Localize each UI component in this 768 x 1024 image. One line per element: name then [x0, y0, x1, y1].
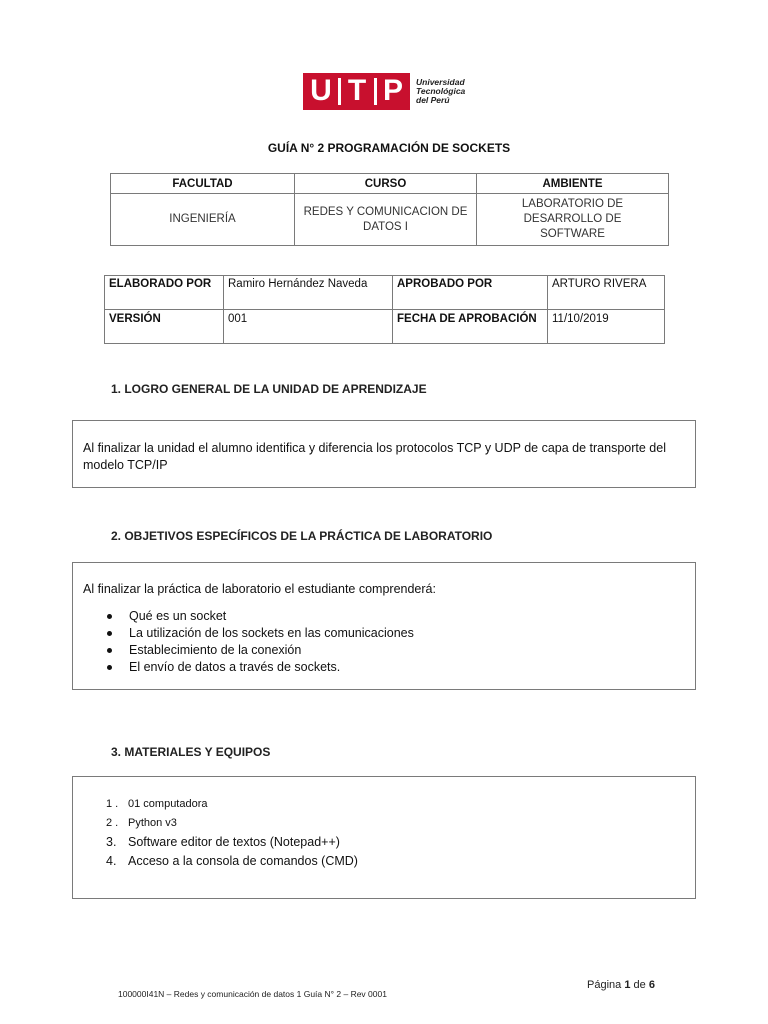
bullet-icon [107, 631, 112, 636]
logo-text-line: Tecnológica [416, 86, 466, 96]
table-row [111, 194, 669, 246]
label-aprobado: APROBADO POR [393, 276, 548, 310]
list-item: La utilización de los sockets en las comunicaciones [103, 625, 414, 642]
value-version: 001 [224, 310, 393, 344]
table-header-row [111, 174, 669, 194]
list-item: 1 . 01 computadora [106, 798, 208, 810]
header-curso: CURSO [295, 174, 477, 194]
document-meta-table [104, 275, 665, 344]
cell-curso: REDES Y COMUNICACION DE DATOS I [295, 194, 477, 246]
section-heading-3: 3. MATERIALES Y EQUIPOS [111, 745, 271, 759]
course-info-table [110, 173, 669, 246]
list-item: El envío de datos a través de sockets. [103, 659, 414, 676]
value-elaborado: Ramiro Hernández Naveda [224, 276, 393, 310]
logo-letter-u: U [310, 74, 332, 107]
header-facultad: FACULTAD [111, 174, 295, 194]
logo-separator [374, 78, 377, 105]
current-page: 1 [624, 979, 631, 991]
list-item: 4. Acceso a la consola de comandos (CMD) [106, 854, 358, 868]
utp-logo-mark [303, 73, 410, 110]
section-2-box [72, 562, 696, 690]
bullet-icon [107, 648, 112, 653]
materials-list [106, 795, 358, 871]
bullet-icon [107, 665, 112, 670]
value-aprobado: ARTURO RIVERA [548, 276, 665, 310]
utp-logo-text [416, 78, 476, 105]
table-row [105, 276, 665, 310]
section-1-box [72, 420, 696, 488]
total-pages: 6 [648, 979, 655, 991]
table-row [105, 310, 665, 344]
section-heading-1: 1. LOGRO GENERAL DE LA UNIDAD DE APRENDIZAJE [111, 382, 427, 396]
document-title: GUÍA N° 2 PROGRAMACIÓN DE SOCKETS [267, 141, 511, 155]
label-fecha: FECHA DE APROBACIÓN [393, 310, 548, 344]
list-item: Establecimiento de la conexión [103, 642, 414, 659]
list-item: 2 . Python v3 [106, 817, 177, 829]
list-item: 3. Software editor de textos (Notepad++) [106, 835, 340, 849]
section-1-text: Al finalizar la unidad el alumno identifica y diferencia los protocolos TCP y UDP de capa de transporte del modelo TCP/IP [83, 441, 666, 472]
bullet-icon [107, 614, 112, 619]
label-version: VERSIÓN [105, 310, 224, 344]
logo-text-line: del Perú [416, 95, 450, 105]
page-number: Página 1 de 6 [587, 979, 655, 991]
logo-letter-p: P [382, 74, 403, 107]
cell-facultad: INGENIERÍA [111, 194, 295, 246]
logo-text-line: Universidad [416, 77, 465, 87]
section-2-intro: Al finalizar la práctica de laboratorio el estudiante comprenderá: [83, 582, 436, 596]
footer-course-code: 100000I41N – Redes y comunicación de datos 1 Guía N° 2 – Rev 0001 [118, 989, 387, 999]
section-heading-2: 2. OBJETIVOS ESPECÍFICOS DE LA PRÁCTICA DE LABORATORIO [111, 529, 493, 543]
list-item: Qué es un socket [103, 608, 414, 625]
label-elaborado: ELABORADO POR [105, 276, 224, 310]
logo-letter-t: T [347, 74, 367, 107]
value-fecha: 11/10/2019 [548, 310, 665, 344]
header-ambiente: AMBIENTE [477, 174, 669, 194]
logo-separator [338, 78, 341, 105]
cell-ambiente: LABORATORIO DE DESARROLLO DE SOFTWARE [477, 194, 669, 246]
objectives-list [103, 608, 414, 676]
section-3-box [72, 776, 696, 899]
